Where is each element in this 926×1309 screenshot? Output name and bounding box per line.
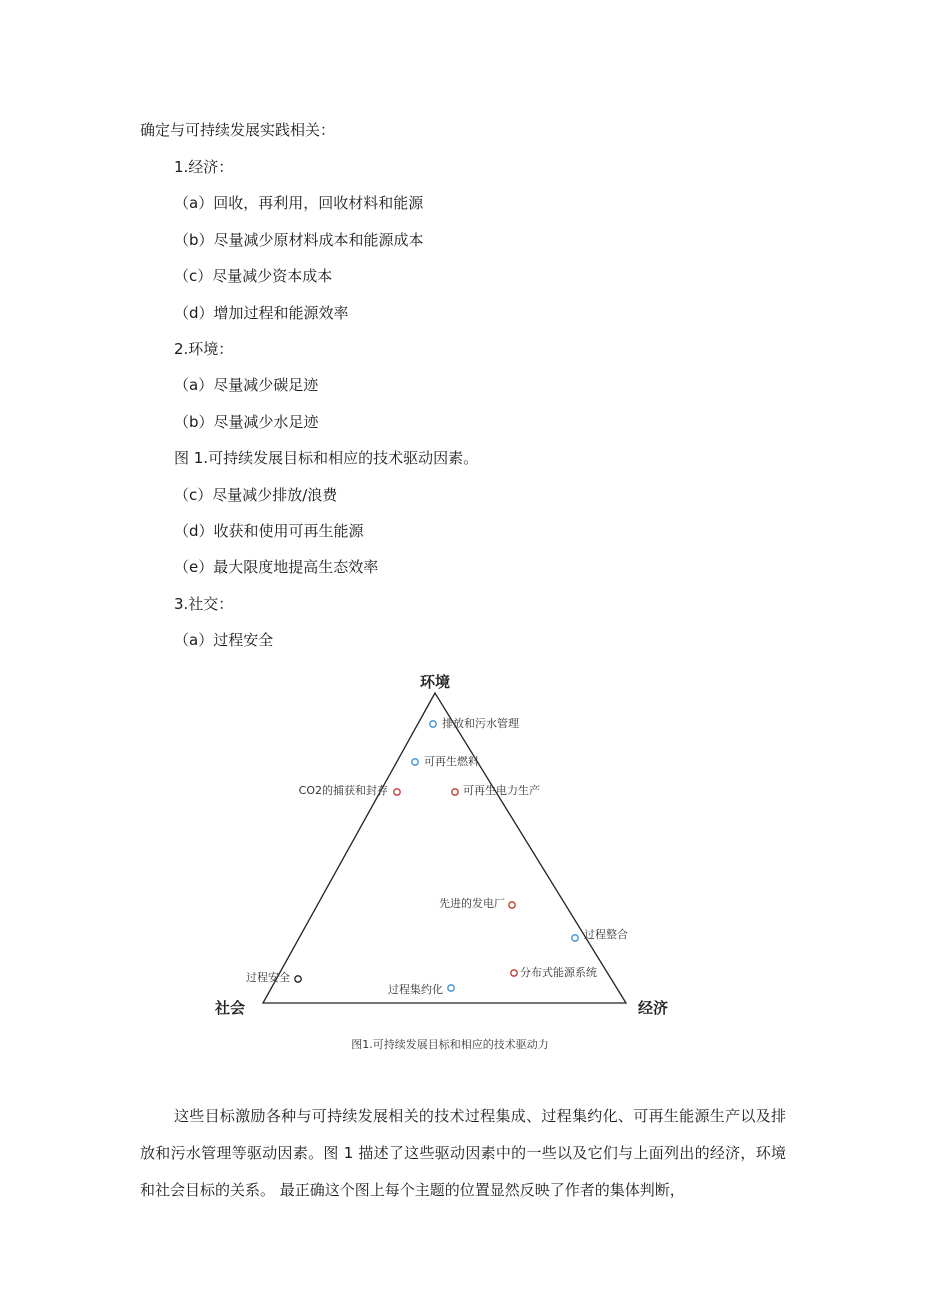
list-item: （c）尽量减少资本成本	[174, 267, 333, 286]
driver-marker	[511, 970, 517, 976]
driver-label: 可再生电力生产	[463, 784, 540, 797]
triangle-outline	[263, 693, 626, 1003]
vertex-label-environment: 环境	[419, 673, 451, 691]
list-item: （b）尽量减少水足迹	[174, 412, 319, 431]
driver-marker	[412, 759, 418, 765]
list-item: 3.社交：	[174, 594, 234, 613]
list-item: （c）尽量减少排放/浪费	[174, 485, 338, 504]
driver-label: 分布式能源系统	[520, 966, 597, 979]
driver-marker	[572, 935, 578, 941]
intro-text: 确定与可持续发展实践相关：	[140, 121, 336, 139]
driver-marker	[430, 721, 436, 727]
list-item: 1.经济：	[174, 158, 234, 176]
list-item: 2.环境：	[174, 339, 234, 358]
driver-label: 先进的发电厂	[439, 897, 505, 910]
vertex-label-society: 社会	[214, 999, 246, 1017]
triangle-diagram	[200, 668, 700, 1058]
driver-label: CO2的捕获和封存	[298, 784, 388, 797]
list-item: （e）最大限度地提高生态效率	[174, 558, 379, 577]
driver-label: 排放和污水管理	[442, 717, 519, 730]
driver-label: 过程安全	[246, 971, 290, 984]
list-item: （a）过程安全	[174, 631, 274, 650]
list-item: （d）增加过程和能源效率	[174, 303, 349, 322]
goal-list	[174, 156, 478, 665]
driver-marker	[295, 976, 301, 982]
driver-marker	[448, 985, 454, 991]
list-item: （d）收获和使用可再生能源	[174, 521, 364, 540]
driver-marker	[394, 789, 400, 795]
driver-marker	[509, 902, 515, 908]
list-item: 图 1.可持续发展目标和相应的技术驱动因素。	[174, 449, 479, 468]
vertex-label-economy: 经济	[637, 999, 669, 1017]
driver-label: 过程整合	[584, 928, 628, 941]
list-item: （a）尽量减少碳足迹	[174, 376, 319, 395]
driver-label: 可再生燃料	[424, 755, 479, 768]
body-paragraph: 这些目标激励各种与可持续发展相关的技术过程集成、过程集约化、可再生能源生产以及排放和污水管理等驱动因素。图 1 描述了这些驱动因素中的一些以及它们与上面列出的经济，环境和社会目标的关系。 最正确这个图上每个主题的位置显然反映了作者的集体判断，	[140, 1107, 786, 1199]
figure-caption: 图1.可持续发展目标和相应的技术驱动力	[351, 1038, 549, 1051]
sustainability-triangle-figure	[200, 668, 700, 1058]
list-item: （a）回收，再利用，回收材料和能源	[174, 194, 424, 213]
list-item: （b）尽量减少原材料成本和能源成本	[174, 230, 424, 249]
driver-marker	[452, 789, 458, 795]
driver-label: 过程集约化	[388, 983, 443, 996]
